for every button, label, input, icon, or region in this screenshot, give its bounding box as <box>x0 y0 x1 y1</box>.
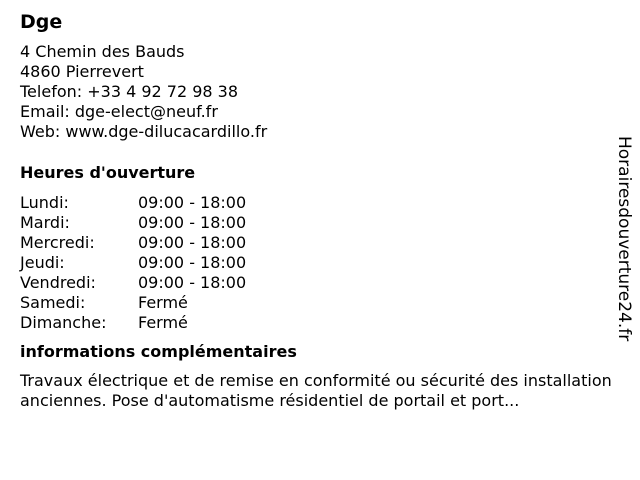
time-value: Fermé <box>138 293 188 312</box>
day-label: Mardi: <box>20 213 70 232</box>
time-value: 09:00 - 18:00 <box>138 193 247 212</box>
time-value: 09:00 - 18:00 <box>138 273 247 292</box>
hours-row-friday <box>20 273 620 293</box>
phone-line: Telefon: +33 4 92 72 98 38 <box>20 82 239 101</box>
opening-hours-table <box>20 193 620 333</box>
hours-row-wednesday <box>20 233 620 253</box>
business-name: Dge <box>20 11 63 33</box>
hours-row-tuesday <box>20 213 620 233</box>
hours-row-monday <box>20 193 620 213</box>
day-label: Samedi: <box>20 293 86 312</box>
additional-info-text: Travaux électrique et de remise en conformité ou sécurité des installation anciennes. Pose d'automatisme résidentiel de portail et port... <box>20 371 612 410</box>
address-city: 4860 Pierrevert <box>20 62 144 81</box>
hours-row-thursday <box>20 253 620 273</box>
email-line: Email: dge-elect@neuf.fr <box>20 102 218 121</box>
website-line: Web: www.dge-dilucacardillo.fr <box>20 122 268 141</box>
opening-hours-heading: Heures d'ouverture <box>20 163 196 182</box>
hours-row-saturday <box>20 293 620 313</box>
day-label: Mercredi: <box>20 233 95 252</box>
additional-info-heading: informations complémentaires <box>20 342 297 361</box>
time-value: 09:00 - 18:00 <box>138 253 247 272</box>
hours-row-sunday <box>20 313 620 333</box>
day-label: Dimanche: <box>20 313 107 332</box>
day-label: Lundi: <box>20 193 69 212</box>
time-value: Fermé <box>138 313 188 332</box>
contact-block <box>20 42 620 142</box>
day-label: Jeudi: <box>20 253 65 272</box>
day-label: Vendredi: <box>20 273 96 292</box>
time-value: 09:00 - 18:00 <box>138 213 247 232</box>
time-value: 09:00 - 18:00 <box>138 233 247 252</box>
site-watermark: Horairesdouverture24.fr <box>614 136 634 342</box>
business-card <box>20 9 620 411</box>
address-street: 4 Chemin des Bauds <box>20 42 185 61</box>
